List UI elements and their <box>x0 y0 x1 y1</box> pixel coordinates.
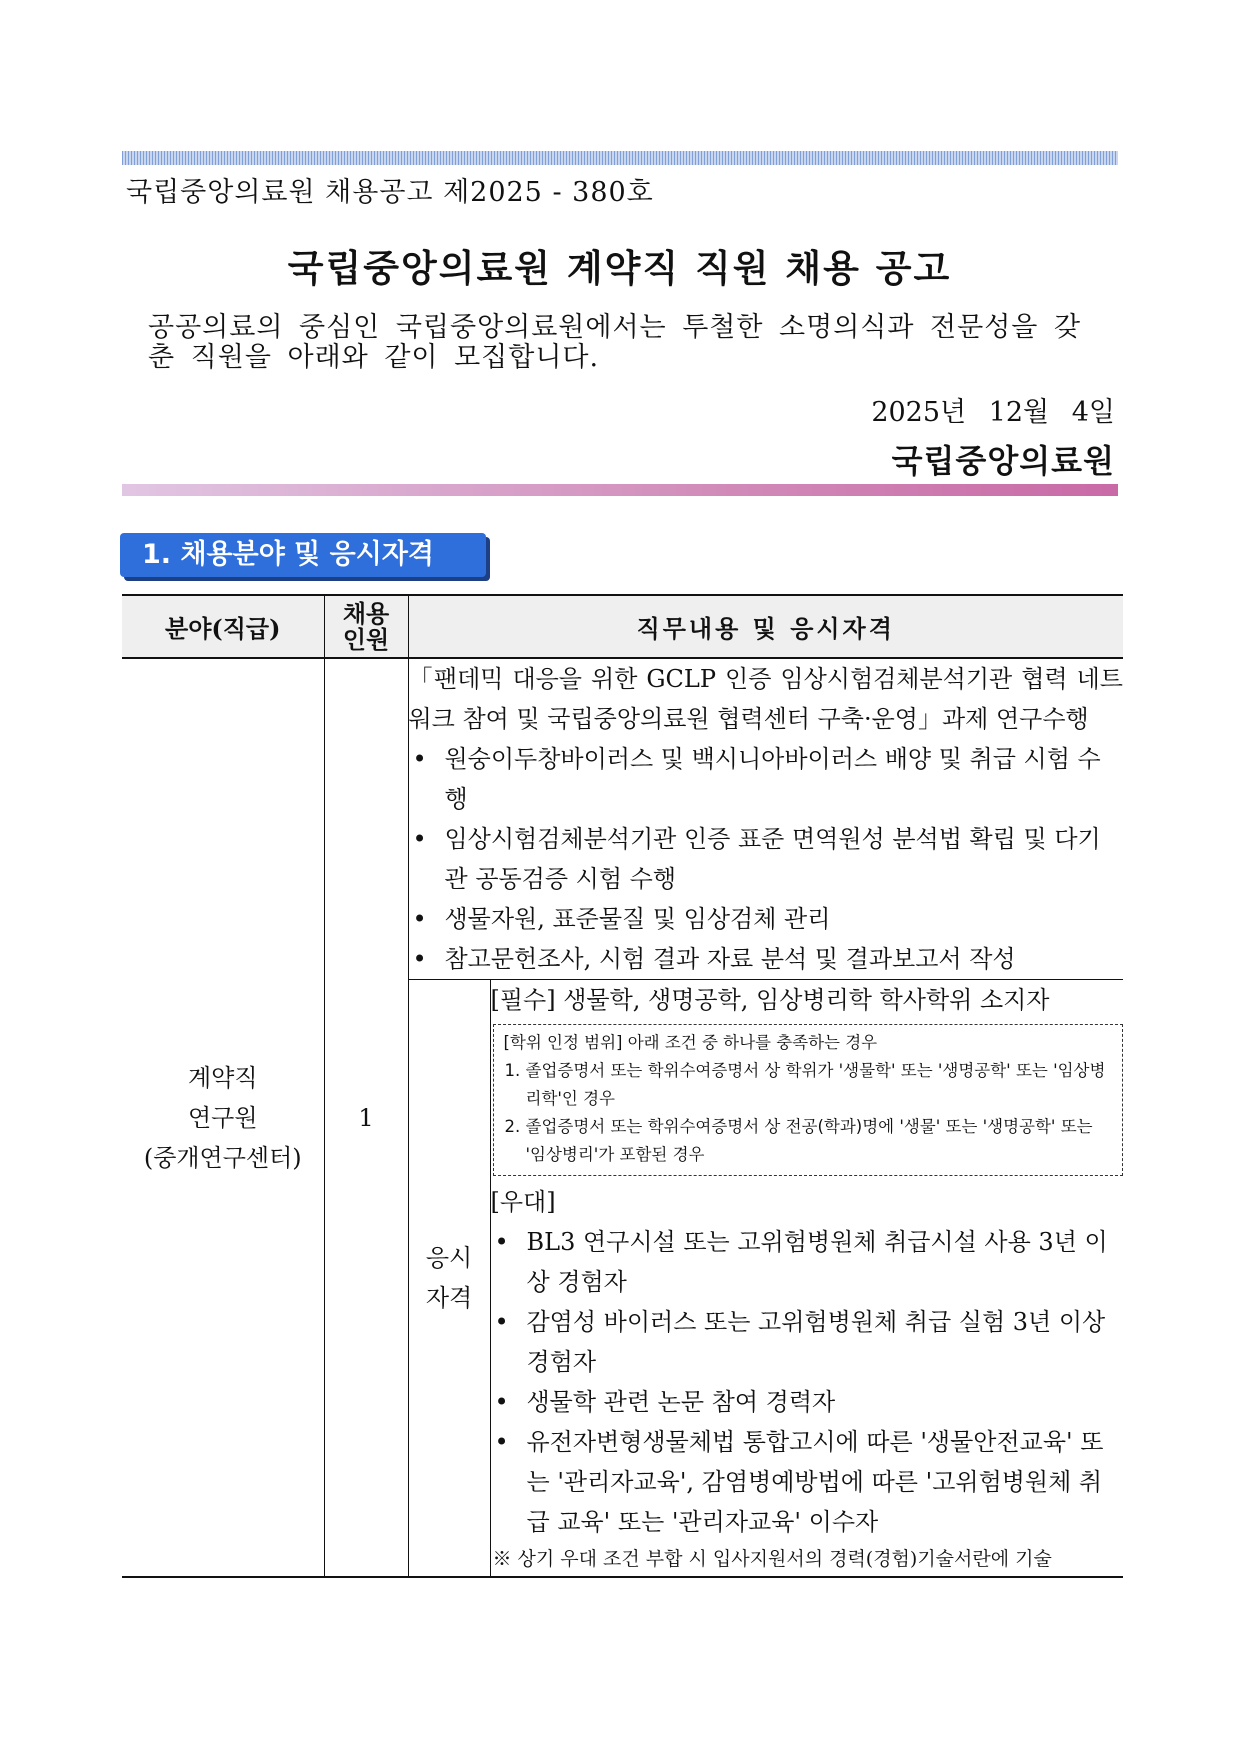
table-header-row <box>122 595 1123 658</box>
list-item: • BL3 연구시설 또는 고위험병원체 취급시설 사용 3년 이상 경험자 <box>491 1222 1124 1302</box>
list-item: 1. 졸업증명서 또는 학위수여증명서 상 학위가 '생물학' 또는 '생명공학' 또는 '임상병리학'인 경우 <box>526 1057 1113 1113</box>
section-header: 1. 채용분야 및 응시자격 <box>120 533 486 577</box>
qualification-label <box>408 980 490 1578</box>
field-line: 연구원 <box>187 1103 258 1132</box>
field-line: (중개연구센터) <box>143 1143 302 1172</box>
list-item: • 임상시험검체분석기관 인증 표준 면역원성 분석법 확립 및 다기관 공동검증 시험 수행 <box>409 819 1124 899</box>
list-item: • 생물학 관련 논문 참여 경력자 <box>491 1382 1124 1422</box>
recruitment-table <box>122 594 1123 1578</box>
notice-number: 국립중앙의료원 채용공고 제2025 - 380호 <box>126 177 654 208</box>
field-line: 계약직 <box>187 1063 258 1092</box>
degree-scope-title: [학위 인정 범위] 아래 조건 중 하나를 충족하는 경우 <box>503 1033 878 1052</box>
degree-scope-list <box>504 1057 1113 1169</box>
preferred-title: [우대] <box>490 1188 556 1216</box>
header-duty: 직무내용 및 응시자격 <box>408 595 1123 658</box>
degree-scope-box <box>493 1024 1124 1176</box>
duty-cell <box>408 658 1123 980</box>
header-field: 분야(직급) <box>122 595 324 658</box>
list-item: 2. 졸업증명서 또는 학위수여증명서 상 전공(학과)명에 '생물' 또는 '생명공학' 또는 '임상병리'가 포함된 경우 <box>526 1113 1113 1169</box>
duty-intro: 「팬데믹 대응을 위한 GCLP 인증 임상시험검체분석기관 협력 네트워크 참여 및 국립중앙의료원 협력센터 구축·운영」과제 연구수행 <box>408 665 1123 733</box>
list-item: • 감염성 바이러스 또는 고위험병원체 취급 실험 3년 이상 경험자 <box>491 1302 1124 1382</box>
duty-list <box>409 739 1124 979</box>
list-item: • 원숭이두창바이러스 및 백시니아바이러스 배양 및 취급 시험 수행 <box>409 739 1124 819</box>
list-item: • 생물자원, 표준물질 및 임상검체 관리 <box>409 899 1124 939</box>
table-row <box>122 658 1123 980</box>
qualification-label-line: 응시 <box>425 1244 473 1272</box>
preferred-note: ※ 상기 우대 조건 부합 시 입사지원서의 경력(경험)기술서란에 기술 <box>492 1548 1052 1570</box>
header-staff-line1: 채용 <box>342 598 390 628</box>
staff-count: 1 <box>324 658 408 1577</box>
header-staff-line2: 인원 <box>342 624 390 654</box>
qualification-label-line: 자격 <box>425 1284 473 1312</box>
announcement-date: 2025년 12월 4일 <box>871 397 1115 428</box>
divider-bar <box>122 484 1118 496</box>
intro-text: 공공의료의 중심인 국립중앙의료원에서는 투철한 소명의식과 전문성을 갖춘 직원을 아래와 같이 모집합니다. <box>148 312 1082 373</box>
page-title: 국립중앙의료원 계약직 직원 채용 공고 <box>287 247 952 290</box>
preferred-list <box>491 1222 1124 1542</box>
list-item: • 유전자변형생물체법 통합고시에 따른 '생물안전교육' 또는 '관리자교육', 감염병예방법에 따른 '고위험병원체 취급 교육' 또는 '관리자교육' 이수자 <box>491 1422 1124 1542</box>
header-staff <box>324 595 408 658</box>
required-qualification: [필수] 생물학, 생명공학, 임상병리학 학사학위 소지자 <box>490 986 1050 1014</box>
organization-signature: 국립중앙의료원 <box>891 442 1115 480</box>
list-item: • 참고문헌조사, 시험 결과 자료 분석 및 결과보고서 작성 <box>409 939 1124 979</box>
top-decorative-bar <box>122 151 1118 165</box>
qualification-cell <box>490 980 1123 1578</box>
field-cell <box>122 658 324 1577</box>
